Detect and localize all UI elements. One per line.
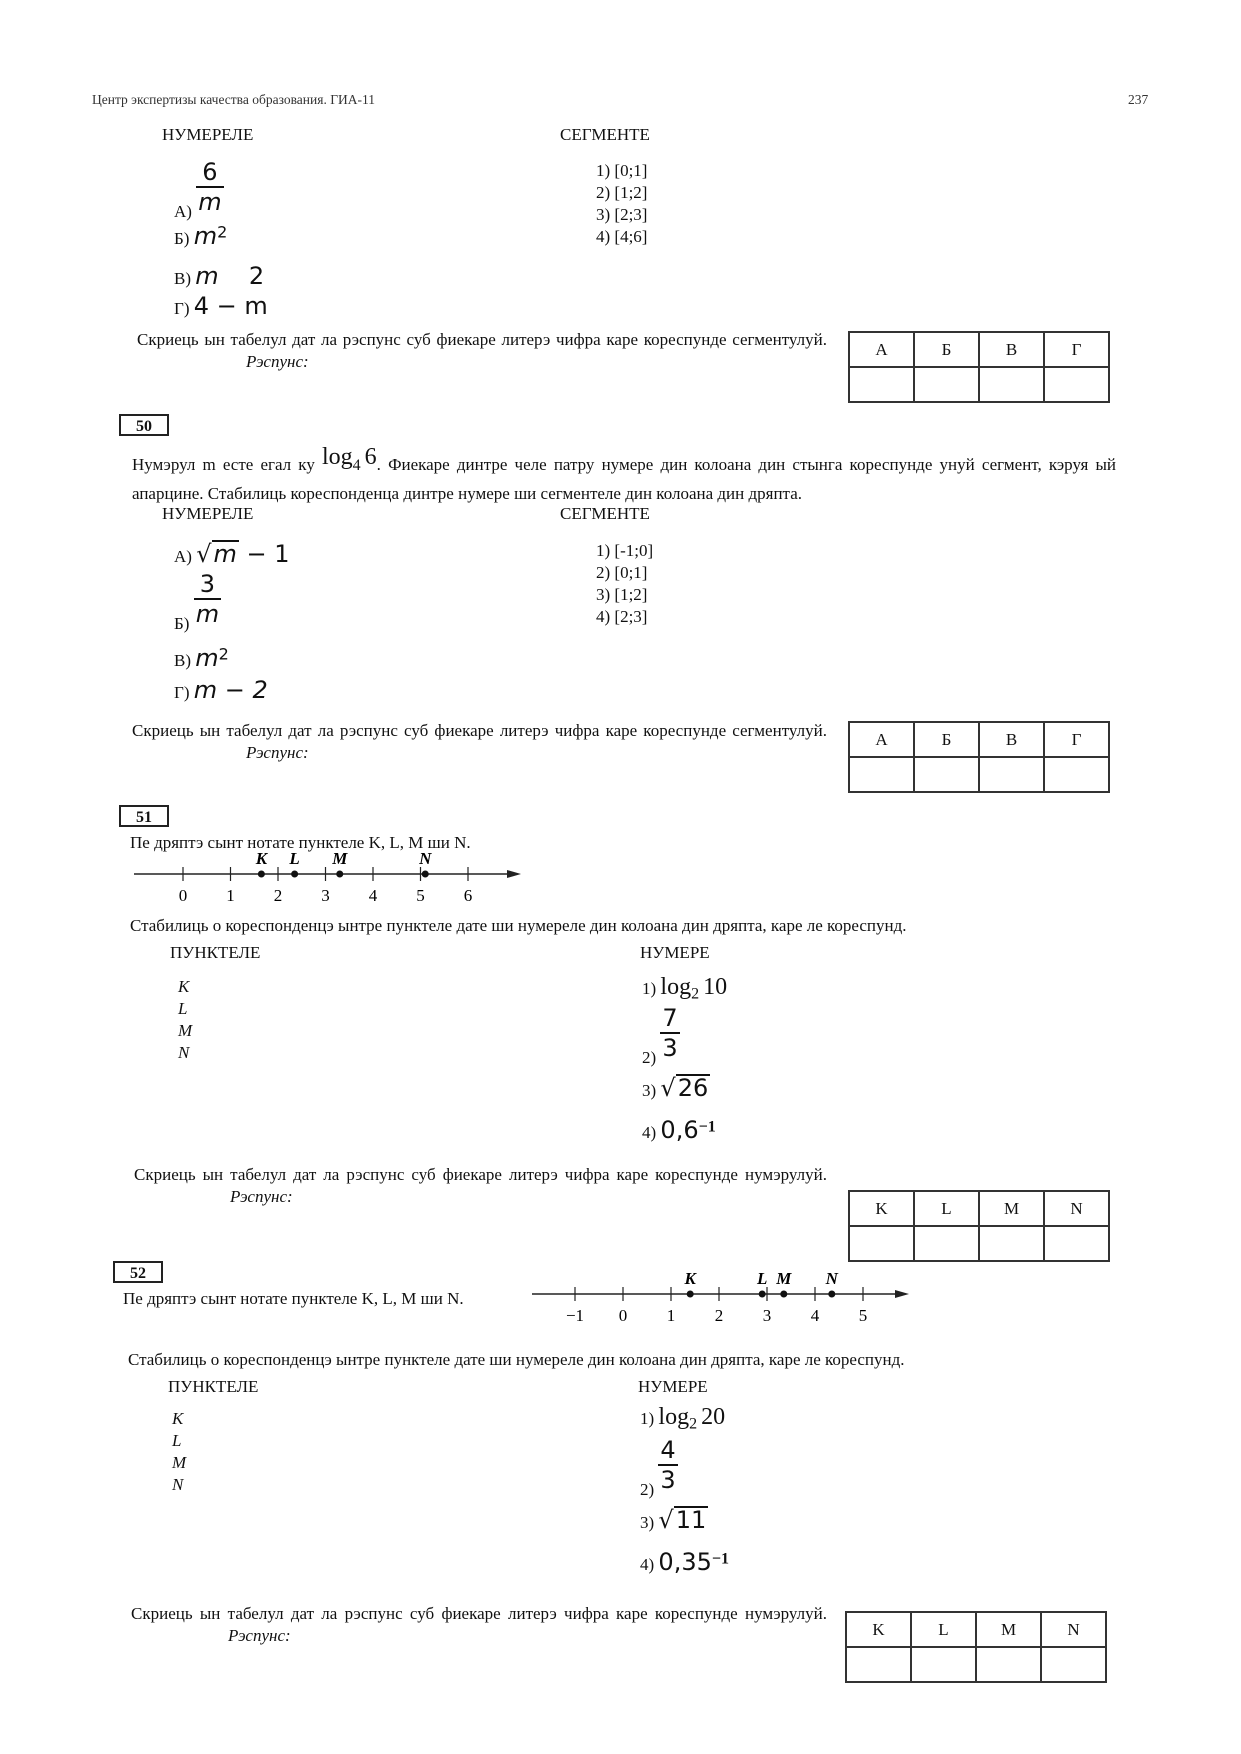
text-start: Нумэрул m есте егал ку xyxy=(132,455,315,474)
segment-item: 3) [2;3] xyxy=(596,205,648,224)
q49-col-right-header: СЕГМЕНТЕ xyxy=(560,125,650,144)
answer-header-cell: Б xyxy=(914,722,979,757)
answer-input-cell[interactable] xyxy=(976,1647,1041,1682)
answer-header-cell: L xyxy=(911,1612,976,1647)
q51-number-line xyxy=(130,850,530,912)
point-label-M: M xyxy=(776,1270,792,1288)
answer-header-cell: K xyxy=(849,1191,914,1226)
page-header-title: Центр экспертизы качества образования. ГИА-11 xyxy=(92,92,375,107)
numerator: 3 xyxy=(199,570,216,598)
exponent: 2 xyxy=(218,644,229,664)
q51-number-2 xyxy=(642,1004,680,1068)
q52-instruction xyxy=(131,1603,827,1625)
axis-tick-label: 5 xyxy=(416,886,425,905)
number-index: 2) xyxy=(642,1047,657,1067)
page-number: 237 xyxy=(1128,92,1149,107)
point-label-L: L xyxy=(757,1270,768,1288)
q52-point-list xyxy=(172,1408,186,1496)
instruction-text: Скриець ын табелул дат ла рэспунс суб фиекаре литерэ чифра каре кореспунде нумэрулуй. xyxy=(131,1604,827,1623)
number-index: 1) xyxy=(642,979,657,998)
point-marker xyxy=(687,1291,694,1298)
log-base: 2 xyxy=(691,985,700,1003)
answer-header-cell: В xyxy=(979,722,1044,757)
question-number-51: 51 xyxy=(119,805,169,827)
fraction xyxy=(658,1436,677,1494)
q49-segment-list xyxy=(596,160,647,248)
answer-input-cell[interactable] xyxy=(1044,367,1109,402)
exponent: 2 xyxy=(217,222,228,242)
q49-answer-label: Рэспунс: xyxy=(246,352,309,371)
log-base: 4 xyxy=(352,456,361,474)
point-label-M: M xyxy=(332,850,348,868)
q51-number-3: 3) √26 xyxy=(642,1074,709,1102)
answer-header-cell: А xyxy=(849,722,914,757)
q52-intro: Пе дряптэ сынт нотате пунктеле K, L, M ши N. xyxy=(123,1289,464,1308)
option-letter: В) xyxy=(174,269,191,288)
denominator: m xyxy=(198,188,222,216)
answer-header-cell: Г xyxy=(1044,722,1109,757)
option-letter: А) xyxy=(174,547,192,566)
answer-header-cell: M xyxy=(979,1191,1044,1226)
answer-input-cell[interactable] xyxy=(1044,1226,1109,1261)
fraction xyxy=(194,570,221,628)
segment-item: 4) [4;6] xyxy=(596,227,648,246)
expression-tail: − 1 xyxy=(238,540,290,568)
base: 0,35 xyxy=(658,1548,712,1576)
q50-option-c xyxy=(174,644,229,672)
instruction-text: Скриець ын табелул дат ла рэспунс суб фиекаре литерэ чифра каре кореспунде нумэрулуй. xyxy=(134,1165,827,1184)
log-argument: 20 xyxy=(701,1404,726,1430)
point-label: L xyxy=(172,1431,182,1450)
q49-col-left-header: НУМЕРЕЛЕ xyxy=(162,125,254,144)
q51-answer-table xyxy=(848,1190,1110,1262)
q51-col-right-header: НУМЕРЕ xyxy=(640,943,710,962)
expression: 4 − m xyxy=(193,292,268,320)
option-letter: Б) xyxy=(174,613,190,633)
q50-instruction xyxy=(132,720,827,742)
number-index: 1) xyxy=(640,1409,655,1428)
denominator: m xyxy=(195,600,220,628)
point-label-N: N xyxy=(825,1270,838,1288)
point-marker xyxy=(828,1291,835,1298)
text-rest: . Фиекаре динтре челе патру нумере дин колоана дин стынга кореспунде унуй сегмент, кэруя ый апарцине. Стабилиць кореспонденца динтре нумере ши сегментеле дин колоана дин дряпта. xyxy=(132,455,1117,503)
option-letter: А) xyxy=(174,201,192,221)
option-letter: Б) xyxy=(174,229,190,248)
numerator: 6 xyxy=(202,158,218,186)
point-label: K xyxy=(178,977,190,996)
point-marker xyxy=(780,1291,787,1298)
answer-input-cell[interactable] xyxy=(979,367,1044,402)
q49-option-b xyxy=(174,222,227,250)
expression-extra: 2 xyxy=(248,262,265,290)
number-index: 3) xyxy=(642,1081,657,1100)
option-letter: В) xyxy=(174,651,191,670)
q49-option-c xyxy=(174,262,264,290)
q51-intro: Пе дряптэ сынт нотате пунктеле K, L, M ши N. xyxy=(130,833,471,852)
radicand: 11 xyxy=(675,1506,707,1534)
q51-point-list xyxy=(178,976,192,1064)
base: m xyxy=(193,222,218,250)
q51-col-left-header: ПУНКТЕЛЕ xyxy=(170,943,261,962)
point-marker xyxy=(291,871,298,878)
answer-input-cell[interactable] xyxy=(1041,1647,1106,1682)
answer-input-cell[interactable] xyxy=(1044,757,1109,792)
answer-header-cell: Г xyxy=(1044,332,1109,367)
q51-number-4 xyxy=(642,1116,716,1144)
segment-item: 1) [-1;0] xyxy=(596,541,654,560)
answer-header-cell: K xyxy=(846,1612,911,1647)
axis-tick-label: 2 xyxy=(714,1306,724,1325)
q50-option-d xyxy=(174,676,268,704)
log-argument: 10 xyxy=(703,974,728,1000)
q51-match-text: Стабилиць о кореспонденцэ ынтре пунктеле дате ши нумереле дин колоана дин дряпта, каре ле кореспунд. xyxy=(130,916,907,935)
denominator: 3 xyxy=(662,1034,678,1062)
q52-number-2 xyxy=(640,1436,678,1500)
exponent: −1 xyxy=(711,1550,729,1568)
answer-input-cell[interactable] xyxy=(846,1647,911,1682)
answer-input-cell[interactable] xyxy=(849,367,914,402)
answer-header-cell: А xyxy=(849,332,914,367)
q50-answer-label: Рэспунс: xyxy=(246,743,309,762)
q51-answer-label: Рэспунс: xyxy=(230,1187,293,1206)
answer-input-cell[interactable] xyxy=(914,1226,979,1261)
radicand: m xyxy=(213,540,237,568)
point-marker xyxy=(422,871,429,878)
answer-header-cell: M xyxy=(976,1612,1041,1647)
q52-number-4 xyxy=(640,1548,729,1576)
point-label: L xyxy=(178,999,188,1018)
answer-input-cell[interactable] xyxy=(914,757,979,792)
q52-col-left-header: ПУНКТЕЛЕ xyxy=(168,1377,259,1396)
base: 0,6 xyxy=(660,1116,699,1144)
option-letter: Г) xyxy=(174,299,190,318)
point-label-N: N xyxy=(419,850,432,868)
q49-option-a xyxy=(174,158,224,222)
q50-col-right-header: СЕГМЕНТЕ xyxy=(560,504,650,523)
axis-tick-label: 3 xyxy=(321,886,330,905)
answer-header-cell: L xyxy=(914,1191,979,1226)
axis-tick-label: −1 xyxy=(565,1306,585,1325)
segment-item: 4) [2;3] xyxy=(596,607,648,626)
point-label-K: K xyxy=(684,1270,696,1288)
axis-tick-label: 4 xyxy=(368,886,378,905)
axis-tick-label: 3 xyxy=(762,1306,772,1325)
point-label: K xyxy=(172,1409,184,1428)
answer-header-cell: N xyxy=(1044,1191,1109,1226)
segment-item: 2) [0;1] xyxy=(596,563,648,582)
q52-match-text: Стабилиць о кореспонденцэ ынтре пунктеле дате ши нумереле дин колоана дин дряпта, каре ле кореспунд. xyxy=(128,1350,905,1369)
point-label-K: K xyxy=(255,850,268,868)
log-base: 2 xyxy=(689,1415,698,1433)
q49-answer-table xyxy=(848,331,1110,403)
segment-item: 1) [0;1] xyxy=(596,161,648,180)
axis-tick-label: 1 xyxy=(666,1306,676,1325)
q49-option-d xyxy=(174,292,268,320)
q52-col-right-header: НУМЕРЕ xyxy=(638,1377,708,1396)
axis-arrow xyxy=(895,1290,909,1298)
point-label: M xyxy=(178,1021,193,1040)
answer-input-cell[interactable] xyxy=(979,757,1044,792)
point-marker xyxy=(759,1291,766,1298)
point-label: M xyxy=(172,1453,187,1472)
answer-input-cell[interactable] xyxy=(979,1226,1044,1261)
answer-header-cell: N xyxy=(1041,1612,1106,1647)
q51-number-1: 1) $\log_2 10$ xyxy=(642,974,728,1003)
axis-tick-label: 5 xyxy=(858,1306,868,1325)
answer-input-cell[interactable] xyxy=(911,1647,976,1682)
q51-instruction xyxy=(134,1164,827,1186)
number-index: 4) xyxy=(640,1555,655,1574)
q50-segment-list xyxy=(596,540,653,628)
axis-tick-label: 0 xyxy=(618,1306,628,1325)
number-index: 4) xyxy=(642,1123,657,1142)
segment-item: 3) [1;2] xyxy=(596,585,648,604)
q50-col-left-header: НУМЕРЕЛЕ xyxy=(162,504,254,523)
expression: m xyxy=(195,262,219,290)
q52-number-3: 3) √11 xyxy=(640,1506,707,1534)
axis-tick-label: 6 xyxy=(463,886,473,905)
q52-answer-label: Рэспунс: xyxy=(228,1626,291,1645)
radicand: 26 xyxy=(677,1074,709,1102)
question-number-50: 50 xyxy=(119,414,169,436)
q50-option-b xyxy=(174,570,221,634)
segment-item: 2) [1;2] xyxy=(596,183,648,202)
numerator: 4 xyxy=(660,1436,676,1464)
point-label: N xyxy=(172,1475,184,1494)
axis-tick-label: 0 xyxy=(178,886,188,905)
q52-number-1: 1) $\log_2 20$ xyxy=(640,1404,726,1433)
number-index: 2) xyxy=(640,1479,655,1499)
fraction xyxy=(660,1004,679,1062)
axis-tick-label: 2 xyxy=(273,886,283,905)
q50-answer-table xyxy=(848,721,1110,793)
answer-input-cell[interactable] xyxy=(849,757,914,792)
q50-text xyxy=(132,444,1117,505)
answer-header-cell: Б xyxy=(914,332,979,367)
axis-arrow xyxy=(507,870,521,878)
instruction-text: Скриець ын табелул дат ла рэспунс суб фиекаре литерэ чифра каре кореспунде сегментулуй. xyxy=(132,721,827,740)
answer-header-cell: В xyxy=(979,332,1044,367)
question-number-52: 52 xyxy=(113,1261,163,1283)
expression: m − 2 xyxy=(193,676,268,704)
answer-input-cell[interactable] xyxy=(849,1226,914,1261)
q50-option-a: А) √m − 1 xyxy=(174,540,290,568)
log-expression xyxy=(322,444,377,474)
point-label-L: L xyxy=(289,850,300,868)
q52-number-line xyxy=(528,1270,918,1332)
number-index: 3) xyxy=(640,1513,655,1532)
point-marker xyxy=(336,871,343,878)
q49-instruction xyxy=(137,329,827,351)
log-word: log xyxy=(322,444,353,470)
q52-answer-table xyxy=(845,1611,1107,1683)
axis-tick-label: 4 xyxy=(810,1306,820,1325)
denominator: 3 xyxy=(660,1466,676,1494)
option-letter: Г) xyxy=(174,683,190,702)
fraction xyxy=(196,158,223,216)
log-argument: 6 xyxy=(364,444,377,470)
base: m xyxy=(195,644,219,672)
point-marker xyxy=(258,871,265,878)
exponent: −1 xyxy=(698,1118,716,1136)
answer-input-cell[interactable] xyxy=(914,367,979,402)
instruction-text: Скриець ын табелул дат ла рэспунс суб фиекаре литерэ чифра каре кореспунде сегментулуй. xyxy=(137,330,827,349)
point-label: N xyxy=(178,1043,190,1062)
axis-tick-label: 1 xyxy=(226,886,235,905)
numerator: 7 xyxy=(662,1004,678,1032)
